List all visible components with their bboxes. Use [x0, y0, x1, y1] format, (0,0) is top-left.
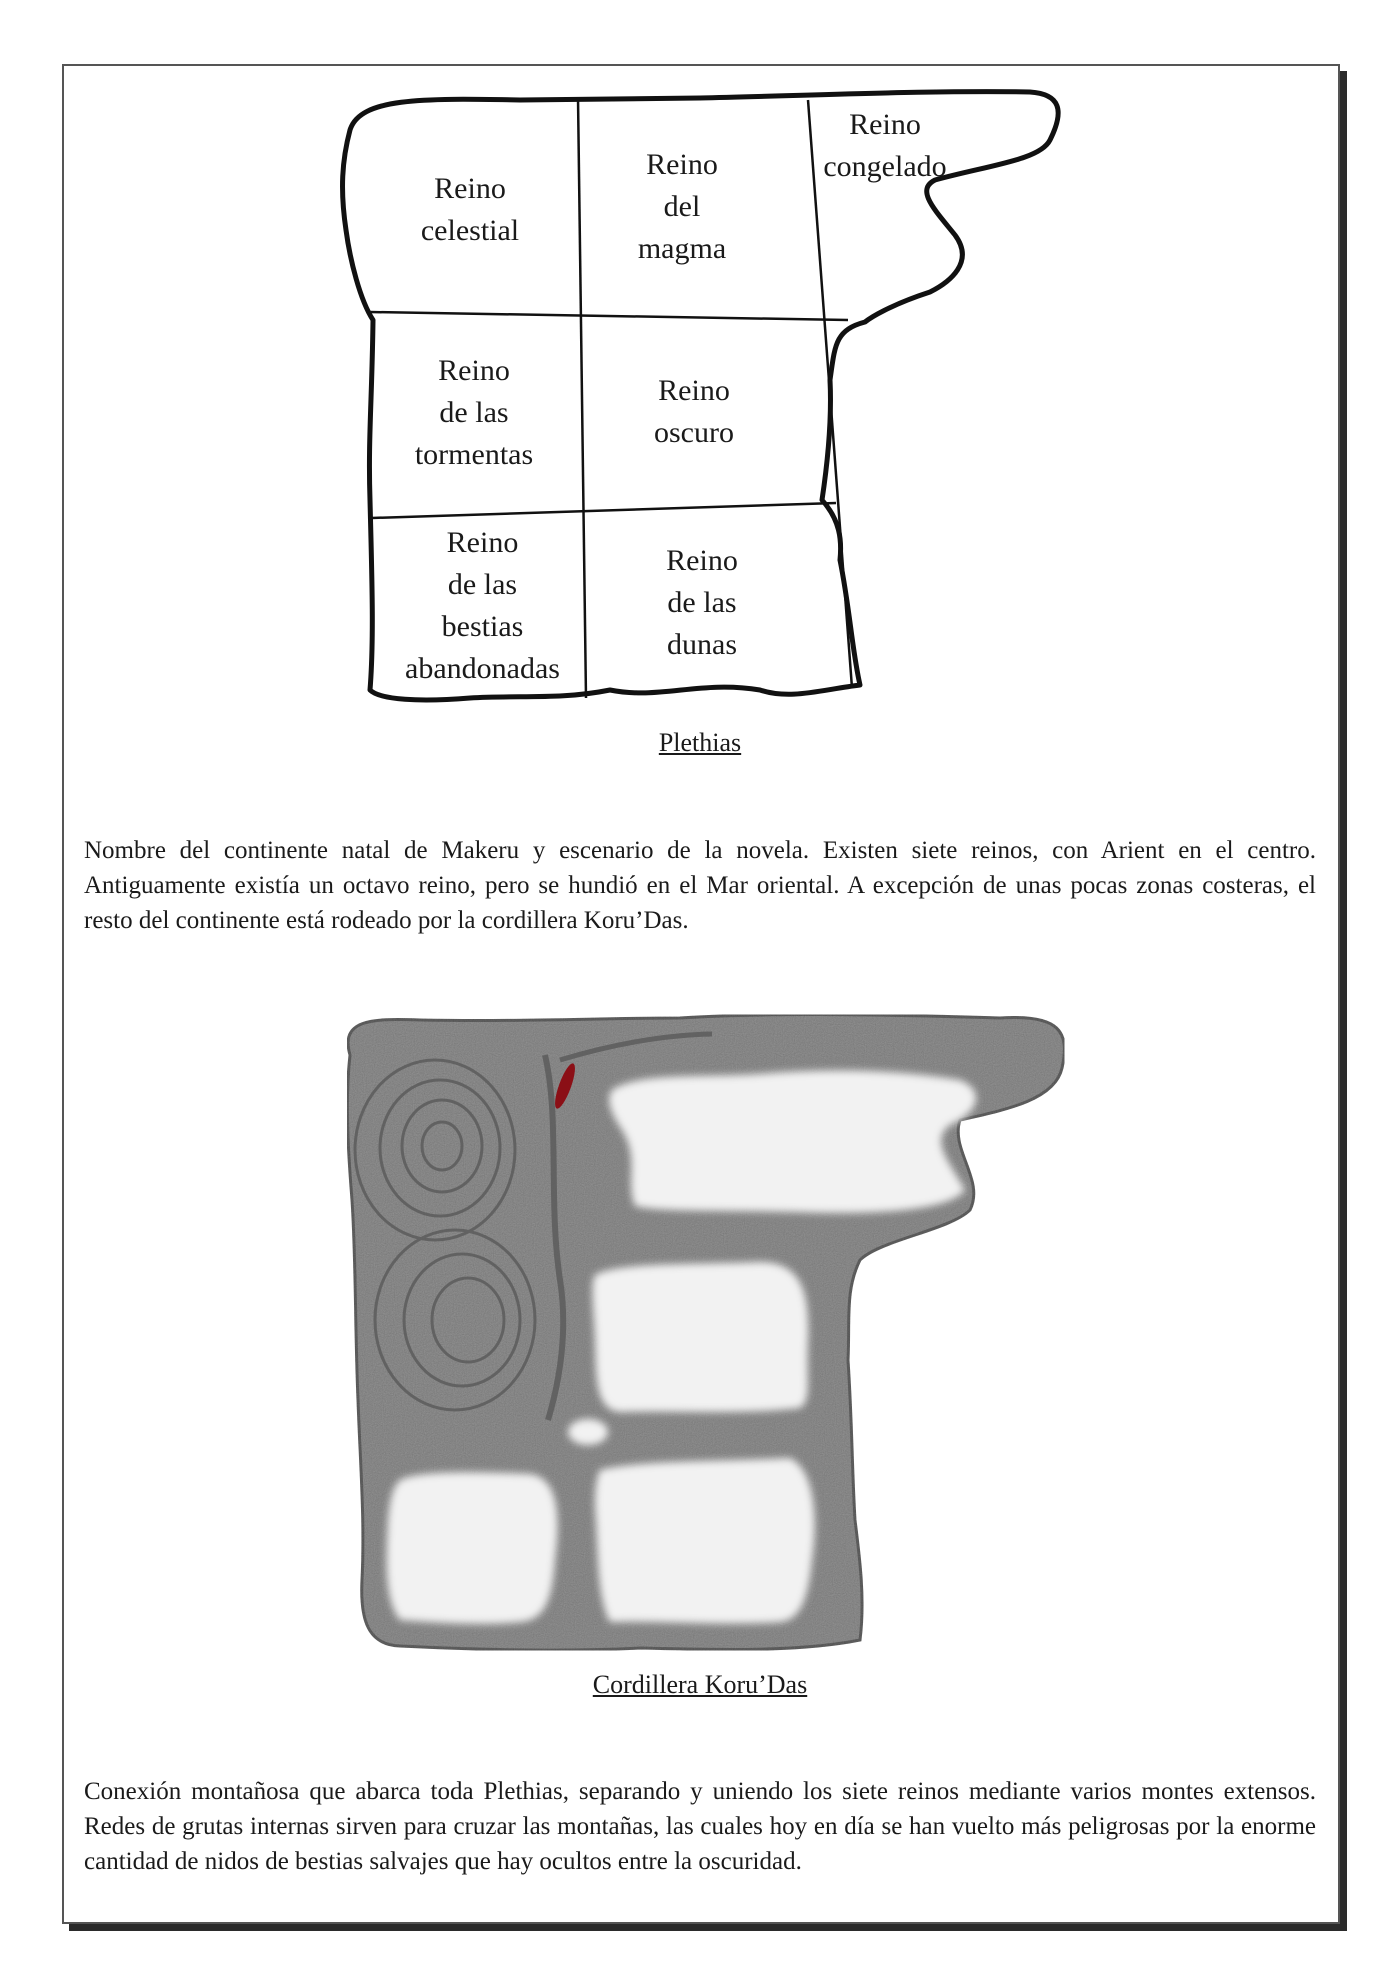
- kingdom-label-celestial: Reino celestial: [420, 172, 520, 247]
- kingdom-area-oscuro: [593, 1262, 809, 1412]
- kingdom-label-dunas: Reino de las dunas: [666, 544, 738, 661]
- paragraph-koru-das: Conexión montañosa que abarca toda Plethias, separando y uniendo los siete reinos mediante varios montes extensos. Redes de grutas internas sirven para cruzar las montañas, las cuales hoy en día se han vuelto más peligrosas por la enorme cantidad de nidos de bestias salvajes que hay ocultos entre la oscuridad.: [84, 1778, 1316, 1875]
- kingdom-area-bestias: [387, 1472, 558, 1623]
- map-caption-plethias: Plethias: [658, 728, 742, 757]
- kingdom-label-congelado: Reino congelado: [823, 108, 947, 183]
- map-caption-koru-das: Cordillera Koru’Das: [592, 1670, 808, 1699]
- kingdom-label-magma: Reino del magma: [637, 148, 727, 265]
- small-lake: [568, 1419, 608, 1445]
- kingdom-label-bestias: Reino de las bestias abandonadas: [405, 526, 560, 685]
- kingdom-label-tormentas: Reino de las tormentas: [414, 354, 534, 471]
- kingdom-area-magma: [609, 1071, 976, 1213]
- paragraph-plethias: Nombre del continente natal de Makeru y escenario de la novela. Existen siete reinos, con Arient en el centro. Antiguamente existía un octavo reino, pero se hundió en el Mar oriental. A excepción de unas pocas zonas costeras, el resto del continente está rodeado por la cordillera Koru’Das.: [84, 837, 1316, 934]
- kingdom-area-dunas: [595, 1458, 815, 1623]
- kingdom-label-oscuro: Reino oscuro: [654, 374, 734, 449]
